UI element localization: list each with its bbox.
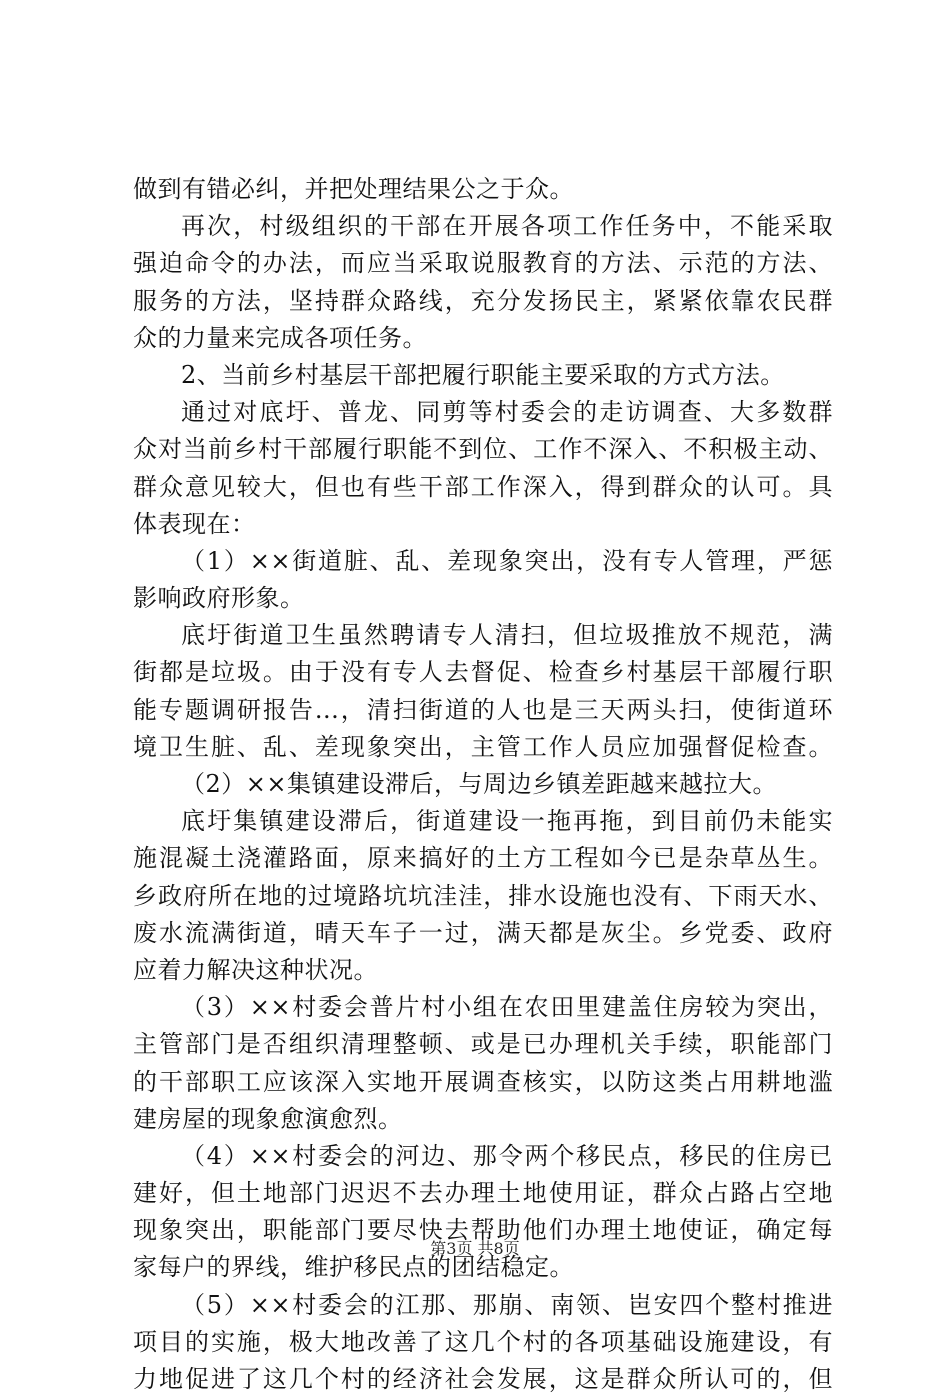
text-line: 现象突出，职能部门要尽快去帮助他们办理土地使证，确定每 [133, 1216, 833, 1245]
text-line: 境卫生脏、乱、差现象突出，主管工作人员应加强督促检查。 [133, 732, 833, 761]
text-line: 乡政府所在地的过境路坑坑洼洼，排水设施也没有、下雨天水、 [133, 881, 833, 910]
text-line: 底圩集镇建设滞后，街道建设一拖再拖，到目前仍未能实 [181, 807, 833, 836]
text-line: 街都是垃圾。由于没有专人去督促、检查乡村基层干部履行职 [133, 658, 833, 687]
text-line: 2、当前乡村基层干部把履行职能主要采取的方式方法。 [181, 360, 785, 389]
text-line: 建好，但土地部门迟迟不去办理土地使用证，群众占路占空地 [133, 1179, 833, 1208]
document-body [133, 171, 833, 1398]
text-line: 建房屋的现象愈演愈烈。 [133, 1104, 403, 1133]
text-line: 主管部门是否组织清理整顿、或是已办理机关手续，职能部门 [133, 1030, 833, 1059]
text-line: 通过对底圩、普龙、同剪等村委会的走访调查、大多数群 [181, 398, 833, 427]
page-footer: 第3页 共8页 [430, 1239, 520, 1258]
text-line: （3）××村委会普片村小组在农田里建盖住房较为突出， [181, 993, 833, 1022]
text-line: 众对当前乡村干部履行职能不到位、工作不深入、不积极主动、 [133, 435, 833, 464]
text-line: 的干部职工应该深入实地开展调查核实，以防这类占用耕地滥 [133, 1067, 833, 1096]
text-line: 应着力解决这种状况。 [133, 955, 378, 984]
text-line: 能专题调研报告...，清扫街道的人也是三天两头扫，使街道环 [133, 695, 833, 724]
text-line: 再次，村级组织的干部在开展各项工作任务中，不能采取 [181, 212, 833, 241]
text-line: （1）××街道脏、乱、差现象突出，没有专人管理，严惩 [181, 546, 833, 575]
text-line: 体表现在： [133, 509, 256, 538]
text-line: 众的力量来完成各项任务。 [133, 323, 427, 352]
text-line: （2）××集镇建设滞后，与周边乡镇差距越来越拉大。 [181, 770, 777, 798]
text-line: 底圩街道卫生虽然聘请专人清扫，但垃圾推放不规范，满 [181, 621, 833, 650]
text-line: 力地促进了这几个村的经济社会发展，这是群众所认可的，但 [133, 1365, 833, 1393]
text-line: 废水流满街道，晴天车子一过，满天都是灰尘。乡党委、政府 [133, 918, 833, 947]
text-line: 家每户的界线，维护移民点的团结稳定。 [133, 1253, 574, 1282]
text-line: 施混凝土浇灌路面，原来搞好的土方工程如今已是杂草丛生。 [133, 844, 833, 873]
text-line: 影响政府形象。 [133, 584, 305, 613]
text-line: 强迫命令的办法，而应当采取说服教育的方法、示范的方法、 [133, 249, 833, 278]
text-line: 群众意见较大，但也有些干部工作深入，得到群众的认可。具 [133, 472, 833, 501]
text-line: （4）××村委会的河边、那令两个移民点，移民的住房已 [181, 1141, 833, 1170]
text-line: 服务的方法，坚持群众路线，充分发扬民主，紧紧依靠农民群 [133, 286, 833, 315]
text-line: （5）××村委会的江那、那崩、南领、岜安四个整村推进 [181, 1290, 833, 1319]
text-line: 做到有错必纠，并把处理结果公之于众。 [133, 175, 574, 203]
text-line: 项目的实施，极大地改善了这几个村的各项基础设施建设，有 [133, 1327, 833, 1356]
